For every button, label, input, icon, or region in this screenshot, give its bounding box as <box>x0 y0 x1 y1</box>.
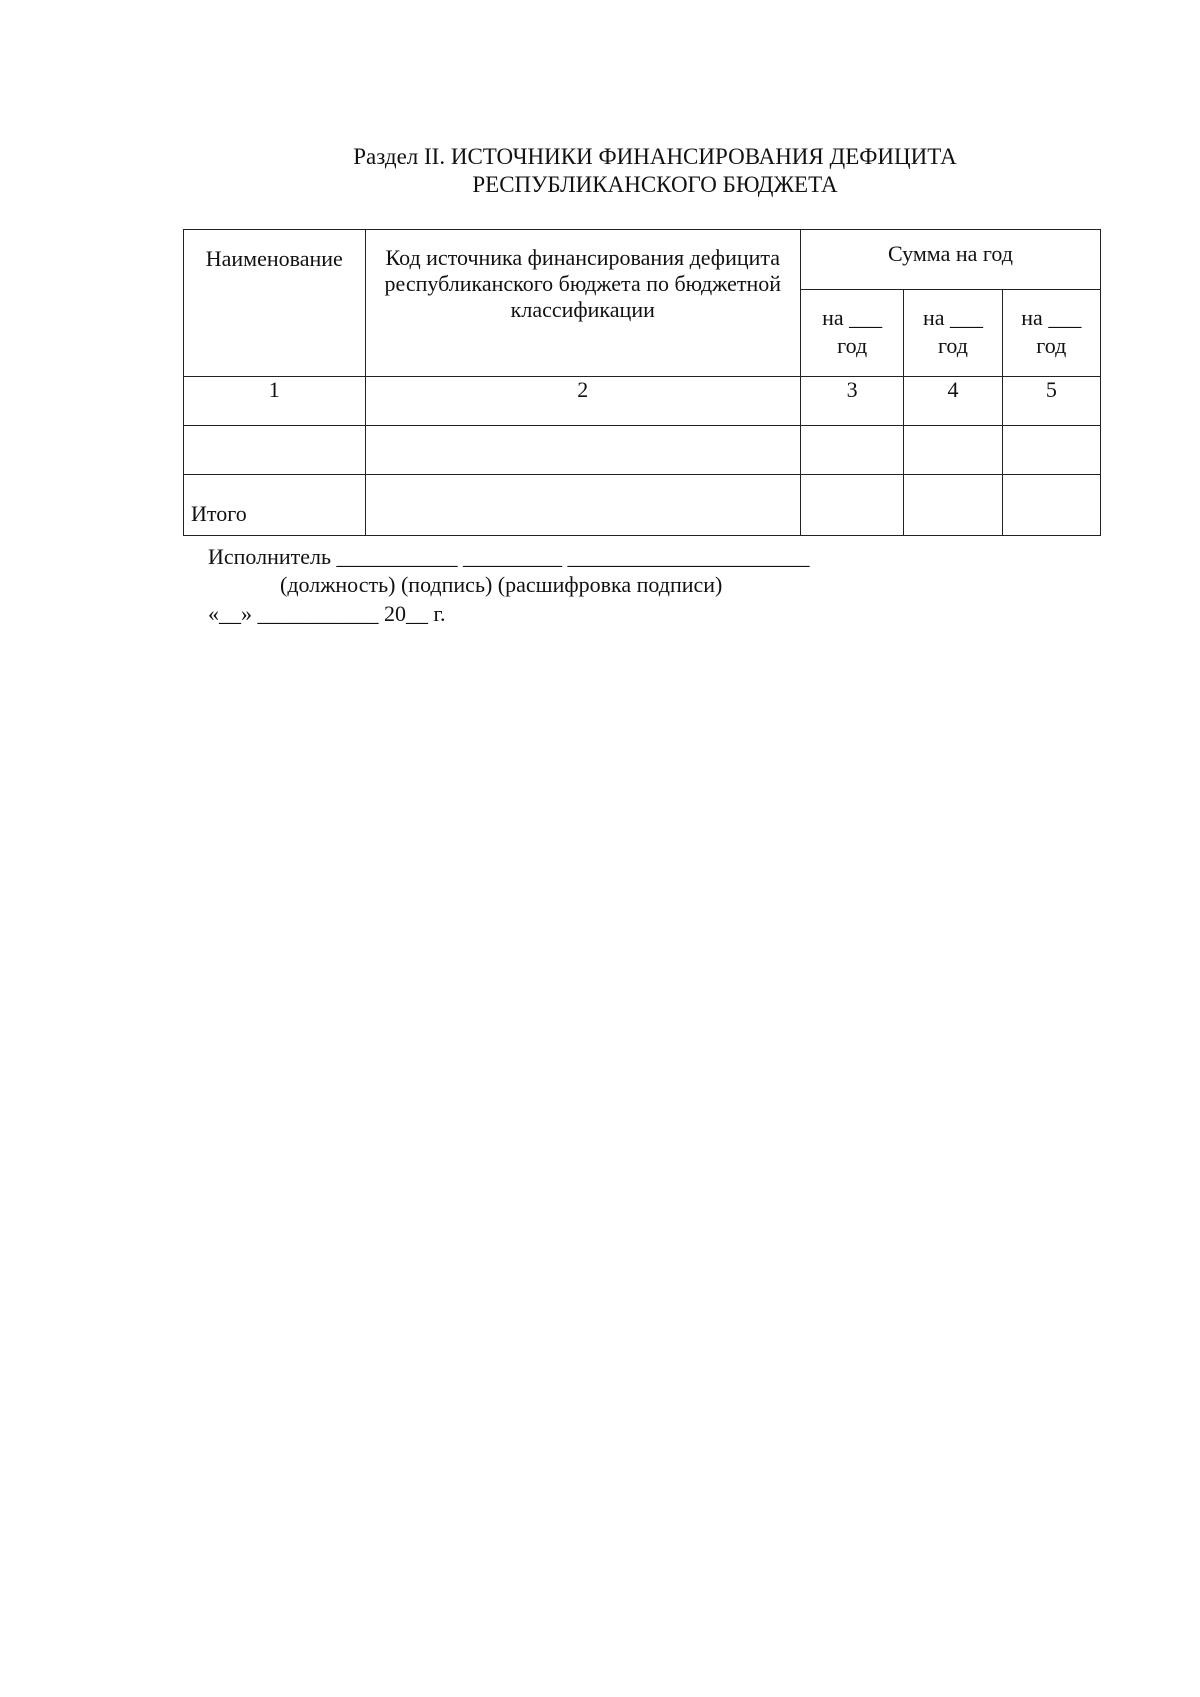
empty-cell <box>904 426 1002 475</box>
header-year-1-line-2: год <box>837 333 868 358</box>
header-code: Код источника финансирования дефицита республиканского бюджета по бюджетной классификации <box>365 230 800 377</box>
signature-captions: (должность) (подпись) (расшифровка подписи) <box>280 572 723 597</box>
financing-sources-table <box>183 229 1101 536</box>
header-year-1-line-1: на ___ <box>822 305 883 330</box>
header-sum: Сумма на год <box>800 230 1100 290</box>
header-year-3-line-1: на ___ <box>1021 305 1082 330</box>
column-number-row <box>184 377 1101 426</box>
empty-cell <box>1002 426 1100 475</box>
total-row <box>184 475 1101 536</box>
empty-cell <box>365 426 800 475</box>
empty-cell <box>800 426 903 475</box>
empty-cell <box>184 426 366 475</box>
column-number-2: 2 <box>365 377 800 426</box>
header-year-2-line-1: на ___ <box>922 305 983 330</box>
total-label: Итого <box>184 475 366 536</box>
section-title-line-2: РЕСПУБЛИКАНСКОГО БЮДЖЕТА <box>472 172 838 197</box>
empty-cell <box>800 475 903 536</box>
date-line: «__» ___________ 20__ г. <box>208 601 446 626</box>
header-year-3 <box>1002 290 1100 377</box>
header-name: Наименование <box>184 230 366 377</box>
header-year-2-line-2: год <box>937 333 968 358</box>
empty-cell <box>1002 475 1100 536</box>
header-year-1 <box>800 290 903 377</box>
header-year-3-line-2: год <box>1036 333 1067 358</box>
table-header-row <box>184 230 1101 290</box>
column-number-5: 5 <box>1002 377 1100 426</box>
section-title-line-1: Раздел II. ИСТОЧНИКИ ФИНАНСИРОВАНИЯ ДЕФИЦИТА <box>353 144 957 169</box>
table-row <box>184 426 1101 475</box>
executor-line: Исполнитель ___________ _________ ______________________ <box>208 544 810 569</box>
header-year-2 <box>904 290 1002 377</box>
column-number-4: 4 <box>904 377 1002 426</box>
empty-cell <box>365 475 800 536</box>
column-number-3: 3 <box>800 377 903 426</box>
section-title <box>180 143 1130 199</box>
signature-block <box>208 544 810 627</box>
column-number-1: 1 <box>184 377 366 426</box>
empty-cell <box>904 475 1002 536</box>
